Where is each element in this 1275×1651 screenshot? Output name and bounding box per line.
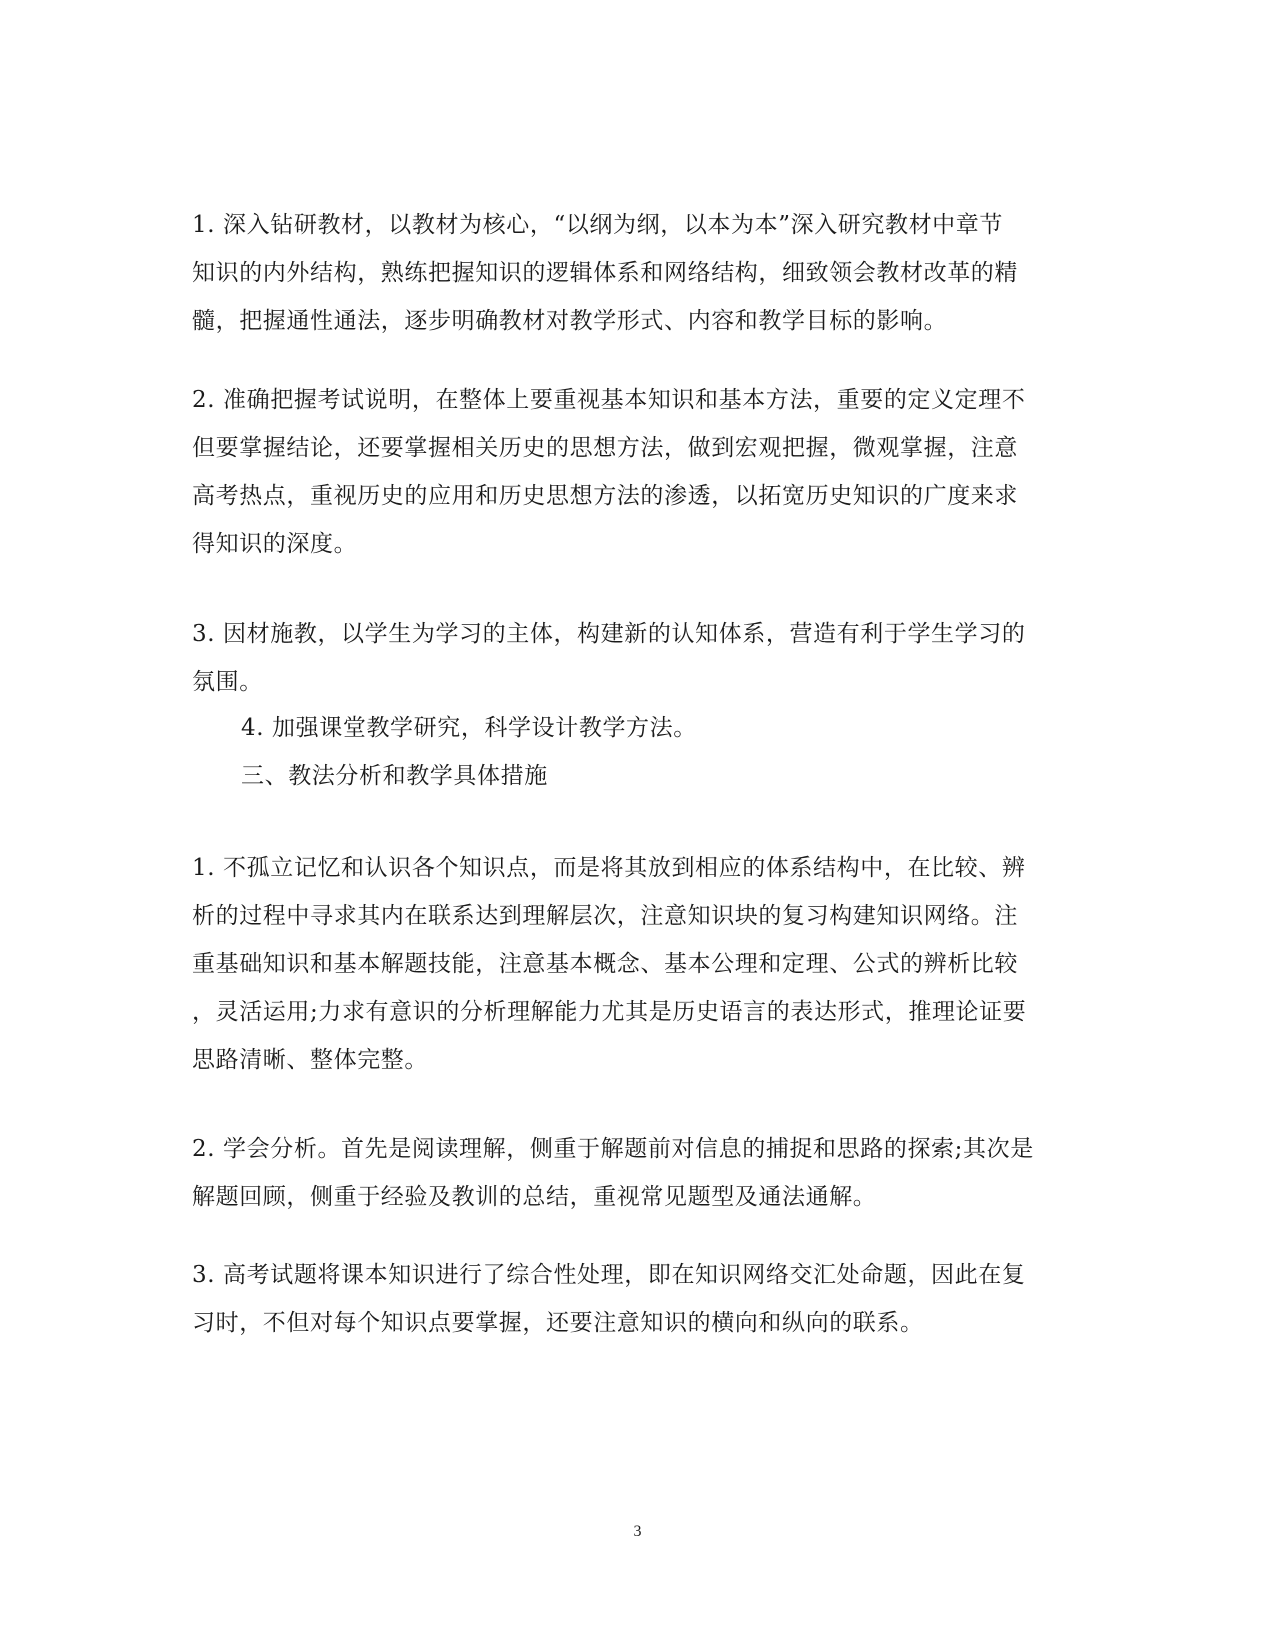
paragraph-line: 思路清晰、整体完整。 <box>192 1047 428 1073</box>
paragraph-line: 高考热点，重视历史的应用和历史思想方法的渗透，以拓宽历史知识的广度来求 <box>192 483 1018 509</box>
paragraph-6 <box>192 1125 1082 1221</box>
paragraph-line: 2. 学会分析。首先是阅读理解，侧重于解题前对信息的捕捉和思路的探索;其次是 <box>192 1136 1034 1162</box>
paragraph-line: 析的过程中寻求其内在联系达到理解层次，注意知识块的复习构建知识网络。注 <box>192 903 1018 929</box>
paragraph-3 <box>192 610 1082 706</box>
paragraph-line: 3. 因材施教，以学生为学习的主体，构建新的认知体系，营造有利于学生学习的 <box>192 621 1026 647</box>
paragraph-1 <box>192 201 1082 345</box>
paragraph-7 <box>192 1251 1082 1347</box>
paragraph-line: 习时，不但对每个知识点要掌握，还要注意知识的横向和纵向的联系。 <box>192 1310 924 1336</box>
paragraph-line: 氛围。 <box>192 669 263 695</box>
paragraph-line: 2. 准确把握考试说明，在整体上要重视基本知识和基本方法，重要的定义定理不 <box>192 387 1026 413</box>
paragraph-4 <box>241 704 1081 752</box>
paragraph-line: 4. 加强课堂教学研究，科学设计教学方法。 <box>241 715 697 741</box>
paragraph-line: 3. 高考试题将课本知识进行了综合性处理，即在知识网络交汇处命题，因此在复 <box>192 1262 1026 1288</box>
paragraph-line: 但要掌握结论，还要掌握相关历史的思想方法，做到宏观把握，微观掌握，注意 <box>192 435 1018 461</box>
paragraph-line: 1. 深入钻研教材，以教材为核心，“以纲为纲，以本为本”深入研究教材中章节 <box>192 212 1003 238</box>
paragraph-2 <box>192 376 1082 568</box>
paragraph-line: 髓，把握通性通法，逐步明确教材对教学形式、内容和教学目标的影响。 <box>192 308 948 334</box>
paragraph-line: 解题回顾，侧重于经验及教训的总结，重视常见题型及通法通解。 <box>192 1184 877 1210</box>
section-heading: 三、教法分析和教学具体措施 <box>241 763 548 789</box>
section-heading-3 <box>241 752 1081 800</box>
paragraph-line: 知识的内外结构，熟练把握知识的逻辑体系和网络结构，细致领会教材改革的精 <box>192 260 1018 286</box>
paragraph-line: 1. 不孤立记忆和认识各个知识点，而是将其放到相应的体系结构中，在比较、辨 <box>192 855 1026 881</box>
paragraph-line: ，灵活运用;力求有意识的分析理解能力尤其是历史语言的表达形式，推理论证要 <box>192 999 1027 1025</box>
paragraph-line: 得知识的深度。 <box>192 531 358 557</box>
paragraph-5 <box>192 844 1082 1084</box>
paragraph-line: 重基础知识和基本解题技能，注意基本概念、基本公理和定理、公式的辨析比较 <box>192 951 1018 977</box>
page-number: 3 <box>633 1523 642 1540</box>
